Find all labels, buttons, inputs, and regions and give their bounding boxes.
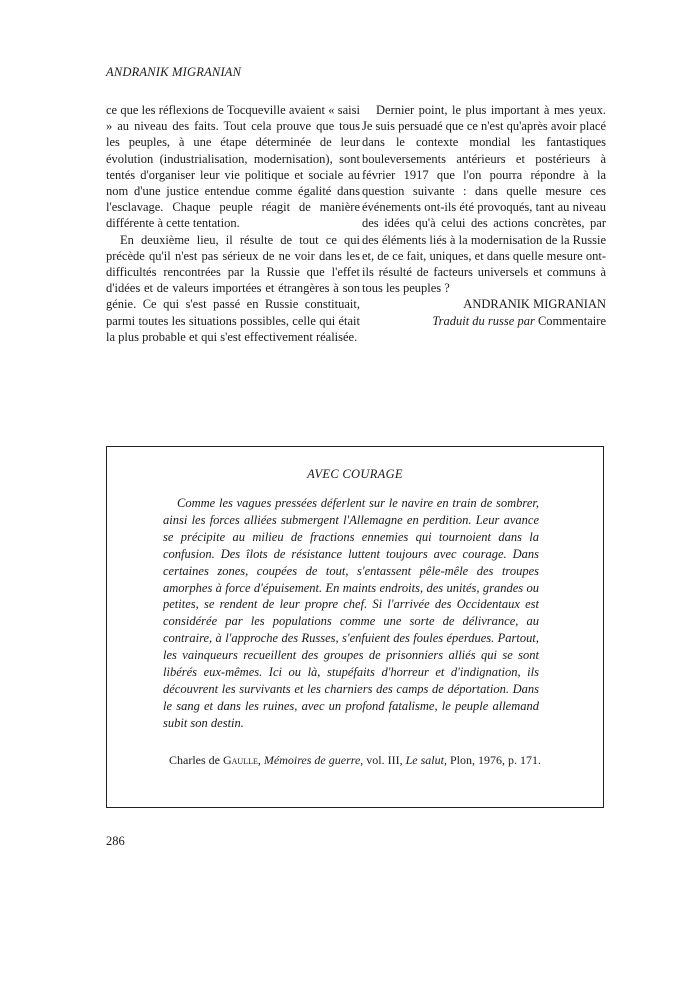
translator-label: Traduit du russe par xyxy=(432,313,535,328)
left-paragraph-1: ce que les réflexions de Tocqueville avaient « saisi » au niveau des faits. Tout cela prouve que tous les peuples, à une étape déterminée de leur évolution (industrialisation, modernisation), sont tentés d'organiser leur vie politique et sociale au nom d'une justice entendue comme égalité dans l'esclavage. Chaque peuple réagit de manière différente à cette tentation. xyxy=(106,103,360,231)
quote-box-title: AVEC COURAGE xyxy=(307,467,403,481)
quote-box-source: Charles de Gaulle, Mémoires de guerre, vol. III, Le salut, Plon, 1976, p. 171. xyxy=(169,753,541,767)
quote-box-body: Comme les vagues pressées déferlent sur le navire en train de sombrer, ainsi les forces alliées submergent l'Allemagne en perdition. Leur avance se précipite au milieu de fractions ennemies qui tournoient dans la confusion. Des îlots de résistance luttent toujours avec courage. Dans certaines zones, coupées de tout, s'entassent pêle-mêle des troupes amorphes à force d'épuisement. En maints endroits, des unités, grandes ou petites, se rendent de leur propre chef. Si l'arrivée des Occidentaux est considérée par les populations comme une sorte de délivrance, au contraire, à l'approche des Russes, s'enfuient des foules éperdues. Partout, les vainqueurs recueillent des groupes de prisonniers alliés qui se sont libérés eux-mêmes. Ici ou là, stupéfaits d'horreur et d'indignation, ils découvrent les survivants et les charniers des camps de déportation. Dans le sang et dans les ruines, avec un profond fatalisme, le peuple allemand subit son destin. xyxy=(163,496,539,730)
source-author-first: Charles de xyxy=(169,753,220,767)
right-paragraph-1: Dernier point, le plus important à mes yeux. Je suis persuadé que ce n'est qu'après avoir placé dans le contexte mondial les fantastiques bouleversements antérieurs et postérieurs à février 1917 que l'on pourra répondre à la question suivante : dans quelle mesure ces événements ont-ils été provoqués, tant au niveau des idées qu'à celui des actions concrètes, par des éléments liés à la modernisation de la Russie et, de ce fait, uniques, et dans quelle mesure ont-ils résulté de facteurs universels et communs à tous les peuples ? xyxy=(362,103,606,296)
running-head: ANDRANIK MIGRANIAN xyxy=(106,65,242,79)
left-column xyxy=(106,102,360,345)
page-number: 286 xyxy=(106,834,125,848)
source-subtitle: Le salut xyxy=(405,753,444,767)
author-signature: ANDRANIK MIGRANIAN xyxy=(463,297,606,312)
right-column xyxy=(362,102,606,329)
quote-box xyxy=(106,446,604,808)
left-paragraph-2: En deuxième lieu, il résulte de tout ce qui précède qu'il n'est pas sérieux de ne voir dans les difficultés rencontrées par la Russie que l'effet d'idées et de valeurs importées et étrangères à son génie. Ce qui s'est passé en Russie constituait, parmi toutes les situations possibles, celle qui était la plus probable et qui s'est effectivement réalisée. xyxy=(106,232,360,344)
translator-name: Commentaire xyxy=(537,313,606,328)
source-volume: , vol. III, xyxy=(360,753,406,767)
source-work: Mémoires de guerre xyxy=(263,753,361,767)
source-author-last: Gaulle xyxy=(222,753,258,767)
translator-credit xyxy=(362,313,606,329)
source-publication: , Plon, 1976, p. 171. xyxy=(443,753,541,767)
